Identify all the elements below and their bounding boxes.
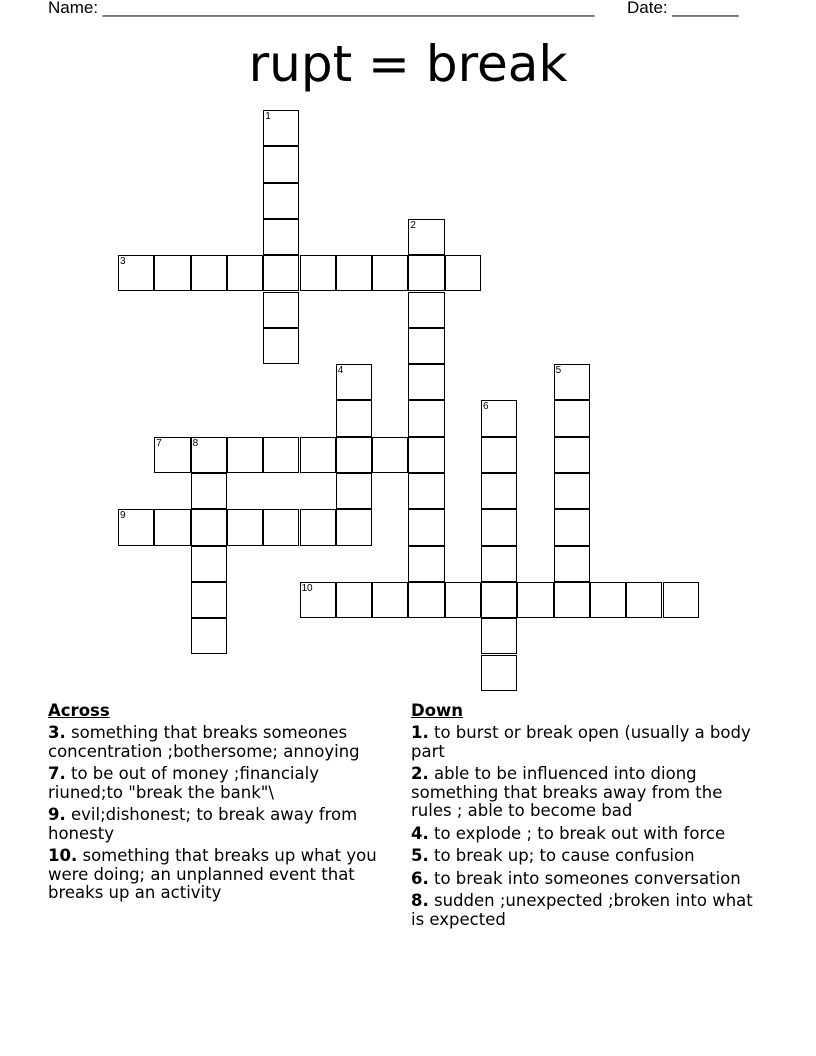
- clue-number: 3.: [48, 723, 66, 742]
- date-field: Date: _______: [627, 0, 739, 17]
- grid-cell[interactable]: [300, 582, 336, 618]
- grid-cell[interactable]: [263, 146, 299, 182]
- cell-number: 9: [120, 510, 126, 522]
- down-clue: [411, 765, 756, 821]
- grid-cell[interactable]: [408, 219, 444, 255]
- grid-cell[interactable]: [408, 328, 444, 364]
- grid-cell[interactable]: [263, 292, 299, 328]
- cell-number: 1: [265, 111, 271, 122]
- clue-number: 9.: [48, 805, 66, 824]
- grid-cell[interactable]: [227, 437, 263, 473]
- grid-cell[interactable]: [263, 110, 299, 146]
- cell-number: 8: [192, 437, 199, 449]
- name-field: Name: ____________________________________________________: [48, 0, 595, 17]
- grid-cell[interactable]: [408, 400, 444, 436]
- down-clue: [411, 825, 756, 844]
- clue-text: something that breaks someones concentration ;bothersome; annoying: [48, 723, 360, 761]
- grid-cell[interactable]: [300, 437, 336, 473]
- across-clue: [48, 765, 393, 802]
- clue-text: able to be influenced into diong something that breaks away from the rules ; able to become bad: [411, 764, 723, 820]
- grid-cell[interactable]: [300, 255, 336, 291]
- grid-cell[interactable]: [191, 546, 227, 582]
- grid-cell[interactable]: [263, 437, 299, 473]
- clue-text: evil;dishonest; to break away from honesty: [48, 805, 358, 843]
- grid-cell[interactable]: [336, 582, 372, 618]
- across-clue: [48, 847, 393, 903]
- cell-number: 7: [156, 437, 162, 449]
- grid-cell[interactable]: [263, 328, 299, 364]
- grid-cell[interactable]: [590, 582, 626, 618]
- grid-cell[interactable]: [408, 546, 444, 582]
- clue-text: to burst or break open (usually a body part: [411, 723, 751, 761]
- grid-cell[interactable]: [372, 582, 408, 618]
- grid-cell[interactable]: [408, 255, 444, 291]
- across-clue: [48, 724, 393, 761]
- clue-text: to break up; to cause confusion: [434, 846, 695, 865]
- cell-number: 4: [337, 365, 344, 377]
- clue-number: 1.: [411, 723, 429, 742]
- clue-number: 5.: [411, 846, 429, 865]
- grid-cell[interactable]: [481, 437, 517, 473]
- grid-cell[interactable]: [263, 219, 299, 255]
- grid-cell[interactable]: [481, 400, 517, 436]
- grid-cell[interactable]: [554, 364, 590, 400]
- grid-cell[interactable]: [336, 364, 372, 400]
- grid-cell[interactable]: [481, 473, 517, 509]
- grid-cell[interactable]: [445, 255, 481, 291]
- grid-cell[interactable]: [554, 546, 590, 582]
- grid-cell[interactable]: [481, 655, 517, 691]
- grid-cell[interactable]: [154, 437, 190, 473]
- grid-cell[interactable]: [408, 437, 444, 473]
- clue-text: to explode ; to break out with force: [434, 823, 726, 843]
- grid-cell[interactable]: [408, 509, 444, 545]
- grid-cell[interactable]: [372, 437, 408, 473]
- down-clue: [411, 870, 756, 889]
- down-clue: [411, 847, 756, 866]
- grid-cell[interactable]: [554, 509, 590, 545]
- grid-cell[interactable]: [336, 255, 372, 291]
- grid-cell[interactable]: [118, 509, 154, 545]
- grid-cell[interactable]: [626, 582, 662, 618]
- clue-number: 7.: [48, 764, 66, 783]
- clue-number: 2.: [411, 764, 429, 783]
- grid-cell[interactable]: [554, 437, 590, 473]
- grid-cell[interactable]: [336, 473, 372, 509]
- grid-cell[interactable]: [191, 582, 227, 618]
- grid-cell[interactable]: [445, 582, 481, 618]
- down-clue: [411, 724, 756, 761]
- grid-cell[interactable]: [336, 509, 372, 545]
- grid-cell[interactable]: [227, 255, 263, 291]
- grid-cell[interactable]: [336, 437, 372, 473]
- down-heading: Down: [411, 701, 464, 720]
- grid-cell[interactable]: [191, 473, 227, 509]
- grid-cell[interactable]: [517, 582, 553, 618]
- clue-text: sudden ;unexpected ;broken into what is expected: [411, 891, 753, 929]
- grid-cell[interactable]: [118, 255, 154, 291]
- clue-text: to break into someones conversation: [434, 868, 741, 888]
- grid-cell[interactable]: [191, 255, 227, 291]
- clue-number: 4.: [411, 823, 429, 843]
- grid-cell[interactable]: [227, 509, 263, 545]
- grid-cell[interactable]: [191, 509, 227, 545]
- cell-number: 3: [120, 256, 126, 268]
- grid-cell[interactable]: [408, 292, 444, 328]
- grid-cell[interactable]: [408, 582, 444, 618]
- puzzle-title: rupt = break: [248, 35, 568, 93]
- grid-cell[interactable]: [481, 509, 517, 545]
- grid-cell[interactable]: [481, 582, 517, 618]
- clue-text: to be out of money ;financialy riuned;to "break the bank"\: [48, 764, 319, 802]
- clue-number: 10.: [48, 846, 78, 865]
- grid-cell[interactable]: [263, 509, 299, 545]
- grid-cell[interactable]: [300, 509, 336, 545]
- grid-cell[interactable]: [554, 473, 590, 509]
- clue-number: 8.: [411, 891, 429, 910]
- cell-number: 6: [483, 401, 489, 413]
- across-heading: Across: [48, 701, 110, 720]
- across-clues: [48, 701, 393, 907]
- cell-number: 5: [555, 365, 562, 377]
- cell-number: 10: [301, 582, 313, 594]
- clue-text: something that breaks up what you were doing; an unplanned event that breaks up an activity: [48, 846, 377, 902]
- down-clue: [411, 892, 756, 929]
- grid-cell[interactable]: [372, 255, 408, 291]
- grid-cell[interactable]: [191, 437, 227, 473]
- grid-cell[interactable]: [481, 618, 517, 654]
- down-clues: [411, 701, 756, 933]
- grid-cell[interactable]: [481, 546, 517, 582]
- grid-cell[interactable]: [408, 473, 444, 509]
- grid-cell[interactable]: [263, 255, 299, 291]
- grid-cell[interactable]: [336, 400, 372, 436]
- grid-cell[interactable]: [263, 183, 299, 219]
- clue-number: 6.: [411, 868, 429, 888]
- grid-cell[interactable]: [663, 582, 699, 618]
- across-clue: [48, 806, 393, 843]
- grid-cell[interactable]: [554, 582, 590, 618]
- grid-cell[interactable]: [154, 509, 190, 545]
- grid-cell[interactable]: [408, 364, 444, 400]
- grid-cell[interactable]: [191, 618, 227, 654]
- grid-cell[interactable]: [154, 255, 190, 291]
- grid-cell[interactable]: [554, 400, 590, 436]
- cell-number: 2: [410, 219, 416, 231]
